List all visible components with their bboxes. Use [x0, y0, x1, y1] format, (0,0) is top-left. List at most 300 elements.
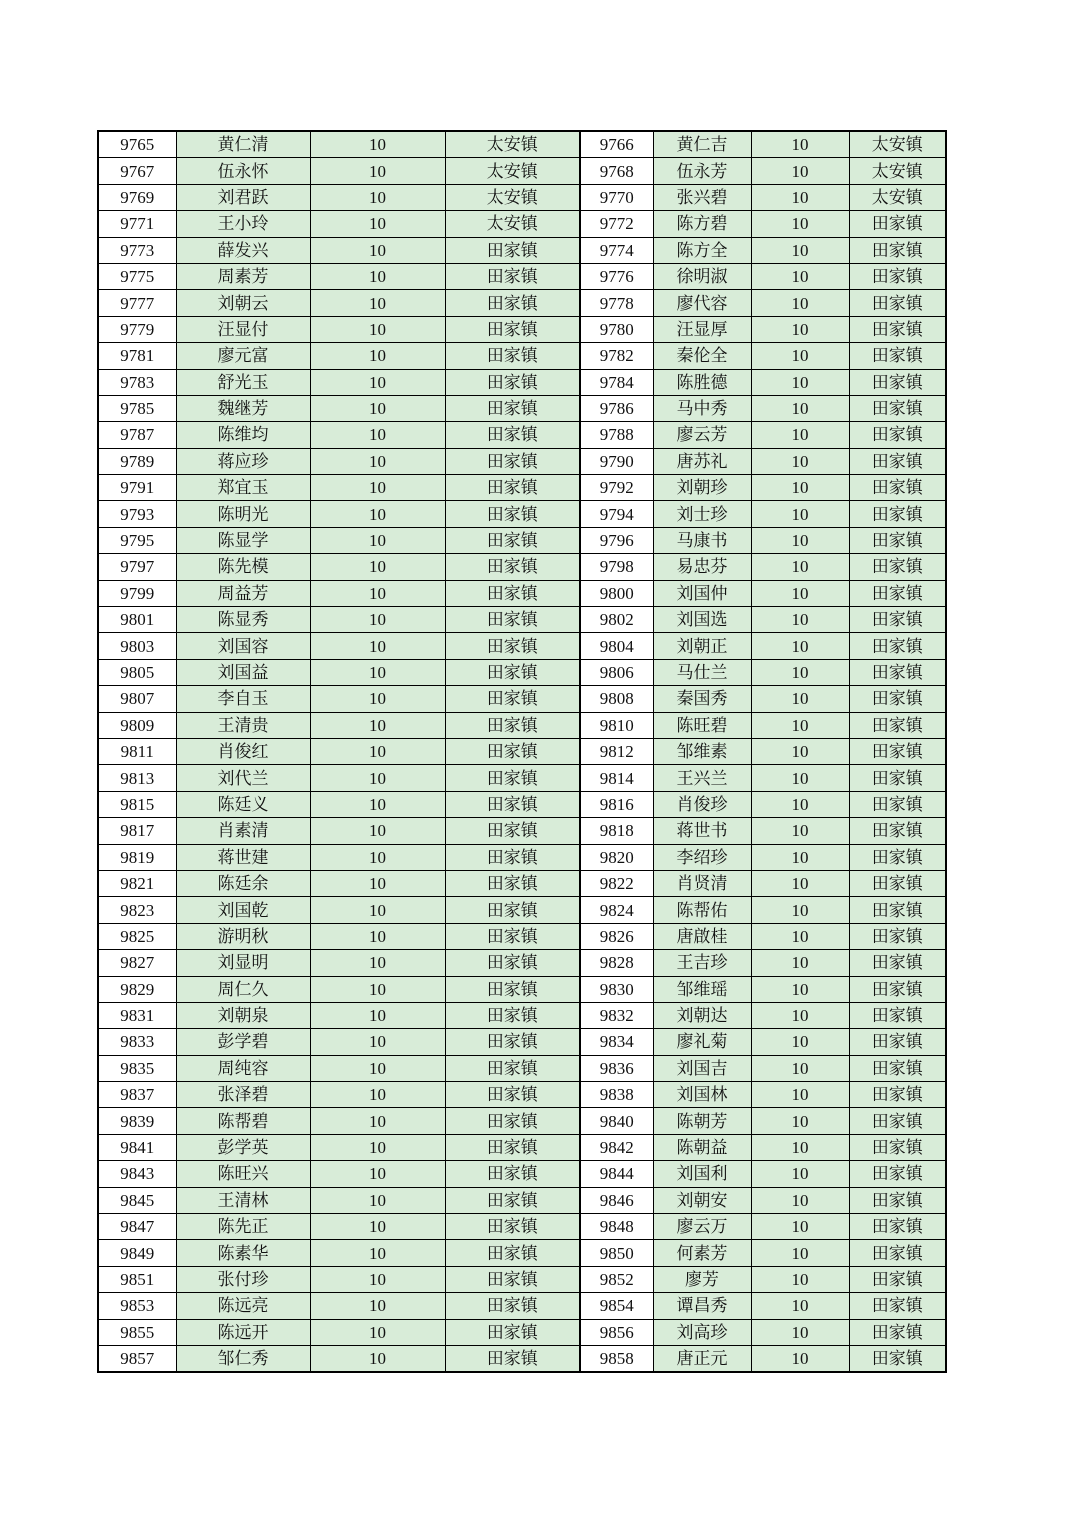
table-row — [98, 501, 946, 527]
right-town-cell: 田家镇 — [849, 343, 946, 369]
right-town-cell: 太安镇 — [849, 158, 946, 184]
left-name-cell: 黄仁清 — [176, 131, 310, 158]
right-record-id-cell: 9858 — [580, 1345, 653, 1372]
right-record-id-cell: 9770 — [580, 184, 653, 210]
left-amount-cell: 10 — [310, 131, 445, 158]
right-name-cell: 汪显厚 — [653, 316, 751, 342]
left-town-cell: 田家镇 — [445, 1082, 580, 1108]
right-record-id-cell: 9840 — [580, 1108, 653, 1134]
right-name-cell: 徐明淑 — [653, 263, 751, 289]
table-row — [98, 448, 946, 474]
left-name-cell: 刘显明 — [176, 950, 310, 976]
right-town-cell: 田家镇 — [849, 1029, 946, 1055]
left-record-id-cell: 9797 — [98, 554, 176, 580]
left-record-id-cell: 9817 — [98, 818, 176, 844]
left-amount-cell: 10 — [310, 765, 445, 791]
left-town-cell: 田家镇 — [445, 1002, 580, 1028]
left-town-cell: 田家镇 — [445, 554, 580, 580]
right-name-cell: 张兴碧 — [653, 184, 751, 210]
right-town-cell: 田家镇 — [849, 950, 946, 976]
right-name-cell: 刘朝安 — [653, 1187, 751, 1213]
right-name-cell: 刘国林 — [653, 1082, 751, 1108]
right-name-cell: 易忠芬 — [653, 554, 751, 580]
left-amount-cell: 10 — [310, 554, 445, 580]
left-record-id-cell: 9765 — [98, 131, 176, 158]
left-amount-cell: 10 — [310, 818, 445, 844]
left-town-cell: 田家镇 — [445, 316, 580, 342]
right-record-id-cell: 9818 — [580, 818, 653, 844]
left-name-cell: 王小玲 — [176, 211, 310, 237]
left-name-cell: 陈先模 — [176, 554, 310, 580]
left-town-cell: 田家镇 — [445, 923, 580, 949]
left-name-cell: 伍永怀 — [176, 158, 310, 184]
left-record-id-cell: 9849 — [98, 1240, 176, 1266]
right-record-id-cell: 9788 — [580, 422, 653, 448]
right-amount-cell: 10 — [751, 738, 849, 764]
left-amount-cell: 10 — [310, 448, 445, 474]
right-town-cell: 田家镇 — [849, 263, 946, 289]
right-name-cell: 谭昌秀 — [653, 1293, 751, 1319]
right-name-cell: 刘朝正 — [653, 633, 751, 659]
left-town-cell: 田家镇 — [445, 1319, 580, 1345]
right-town-cell: 田家镇 — [849, 976, 946, 1002]
left-town-cell: 田家镇 — [445, 791, 580, 817]
right-town-cell: 太安镇 — [849, 131, 946, 158]
left-name-cell: 周素芳 — [176, 263, 310, 289]
right-record-id-cell: 9814 — [580, 765, 653, 791]
right-name-cell: 秦伦全 — [653, 343, 751, 369]
table-row — [98, 1029, 946, 1055]
right-record-id-cell: 9794 — [580, 501, 653, 527]
right-name-cell: 马中秀 — [653, 395, 751, 421]
left-town-cell: 田家镇 — [445, 343, 580, 369]
left-name-cell: 廖元富 — [176, 343, 310, 369]
right-town-cell: 田家镇 — [849, 211, 946, 237]
table-row — [98, 1134, 946, 1160]
right-amount-cell: 10 — [751, 607, 849, 633]
right-town-cell: 田家镇 — [849, 1002, 946, 1028]
left-name-cell: 魏继芳 — [176, 395, 310, 421]
right-record-id-cell: 9824 — [580, 897, 653, 923]
right-record-id-cell: 9778 — [580, 290, 653, 316]
right-amount-cell: 10 — [751, 659, 849, 685]
right-record-id-cell: 9836 — [580, 1055, 653, 1081]
left-name-cell: 汪显付 — [176, 316, 310, 342]
right-town-cell: 田家镇 — [849, 923, 946, 949]
right-town-cell: 田家镇 — [849, 1240, 946, 1266]
right-record-id-cell: 9850 — [580, 1240, 653, 1266]
table-row — [98, 765, 946, 791]
right-name-cell: 刘国选 — [653, 607, 751, 633]
left-name-cell: 陈远开 — [176, 1319, 310, 1345]
right-record-id-cell: 9834 — [580, 1029, 653, 1055]
left-name-cell: 刘国乾 — [176, 897, 310, 923]
right-name-cell: 刘高珍 — [653, 1319, 751, 1345]
right-name-cell: 刘国吉 — [653, 1055, 751, 1081]
right-record-id-cell: 9766 — [580, 131, 653, 158]
table-row — [98, 1002, 946, 1028]
left-town-cell: 田家镇 — [445, 1161, 580, 1187]
right-town-cell: 田家镇 — [849, 659, 946, 685]
left-amount-cell: 10 — [310, 897, 445, 923]
left-name-cell: 刘朝云 — [176, 290, 310, 316]
left-name-cell: 舒光玉 — [176, 369, 310, 395]
left-town-cell: 田家镇 — [445, 738, 580, 764]
left-record-id-cell: 9783 — [98, 369, 176, 395]
right-name-cell: 肖贤清 — [653, 870, 751, 896]
left-amount-cell: 10 — [310, 1002, 445, 1028]
left-town-cell: 田家镇 — [445, 1214, 580, 1240]
left-amount-cell: 10 — [310, 343, 445, 369]
left-town-cell: 田家镇 — [445, 1029, 580, 1055]
left-record-id-cell: 9787 — [98, 422, 176, 448]
right-record-id-cell: 9848 — [580, 1214, 653, 1240]
left-record-id-cell: 9799 — [98, 580, 176, 606]
right-town-cell: 田家镇 — [849, 1214, 946, 1240]
right-town-cell: 田家镇 — [849, 1187, 946, 1213]
right-name-cell: 陈旺碧 — [653, 712, 751, 738]
left-amount-cell: 10 — [310, 1319, 445, 1345]
table-row — [98, 659, 946, 685]
table-row — [98, 1055, 946, 1081]
left-amount-cell: 10 — [310, 686, 445, 712]
right-name-cell: 唐苏礼 — [653, 448, 751, 474]
left-town-cell: 田家镇 — [445, 1134, 580, 1160]
right-name-cell: 王兴兰 — [653, 765, 751, 791]
right-name-cell: 蒋世书 — [653, 818, 751, 844]
right-name-cell: 何素芳 — [653, 1240, 751, 1266]
right-record-id-cell: 9796 — [580, 527, 653, 553]
left-name-cell: 陈旺兴 — [176, 1161, 310, 1187]
right-name-cell: 黄仁吉 — [653, 131, 751, 158]
right-name-cell: 陈朝芳 — [653, 1108, 751, 1134]
left-name-cell: 王清贵 — [176, 712, 310, 738]
table-row — [98, 237, 946, 263]
right-town-cell: 田家镇 — [849, 844, 946, 870]
right-amount-cell: 10 — [751, 818, 849, 844]
left-record-id-cell: 9847 — [98, 1214, 176, 1240]
table-row — [98, 158, 946, 184]
right-town-cell: 田家镇 — [849, 501, 946, 527]
right-record-id-cell: 9792 — [580, 475, 653, 501]
left-record-id-cell: 9815 — [98, 791, 176, 817]
left-town-cell: 田家镇 — [445, 976, 580, 1002]
right-name-cell: 秦国秀 — [653, 686, 751, 712]
right-name-cell: 廖云万 — [653, 1214, 751, 1240]
right-amount-cell: 10 — [751, 950, 849, 976]
left-amount-cell: 10 — [310, 263, 445, 289]
right-amount-cell: 10 — [751, 897, 849, 923]
right-town-cell: 田家镇 — [849, 1266, 946, 1292]
left-name-cell: 郑宜玉 — [176, 475, 310, 501]
left-name-cell: 陈廷余 — [176, 870, 310, 896]
right-amount-cell: 10 — [751, 1240, 849, 1266]
right-town-cell: 田家镇 — [849, 818, 946, 844]
right-record-id-cell: 9812 — [580, 738, 653, 764]
left-amount-cell: 10 — [310, 1293, 445, 1319]
left-name-cell: 陈素华 — [176, 1240, 310, 1266]
table-row — [98, 184, 946, 210]
left-name-cell: 陈先正 — [176, 1214, 310, 1240]
left-record-id-cell: 9807 — [98, 686, 176, 712]
right-town-cell: 田家镇 — [849, 1134, 946, 1160]
table-row — [98, 818, 946, 844]
left-amount-cell: 10 — [310, 527, 445, 553]
table-row — [98, 738, 946, 764]
table-row — [98, 316, 946, 342]
right-record-id-cell: 9772 — [580, 211, 653, 237]
table-row — [98, 686, 946, 712]
right-amount-cell: 10 — [751, 1002, 849, 1028]
right-record-id-cell: 9826 — [580, 923, 653, 949]
right-town-cell: 田家镇 — [849, 633, 946, 659]
table-row — [98, 976, 946, 1002]
right-town-cell: 田家镇 — [849, 738, 946, 764]
right-record-id-cell: 9816 — [580, 791, 653, 817]
left-amount-cell: 10 — [310, 1266, 445, 1292]
left-town-cell: 田家镇 — [445, 395, 580, 421]
right-amount-cell: 10 — [751, 1108, 849, 1134]
left-record-id-cell: 9769 — [98, 184, 176, 210]
left-amount-cell: 10 — [310, 1161, 445, 1187]
table-row — [98, 1345, 946, 1372]
left-record-id-cell: 9839 — [98, 1108, 176, 1134]
left-record-id-cell: 9827 — [98, 950, 176, 976]
left-town-cell: 太安镇 — [445, 184, 580, 210]
left-amount-cell: 10 — [310, 633, 445, 659]
right-record-id-cell: 9822 — [580, 870, 653, 896]
left-record-id-cell: 9857 — [98, 1345, 176, 1372]
right-record-id-cell: 9856 — [580, 1319, 653, 1345]
right-town-cell: 田家镇 — [849, 475, 946, 501]
left-town-cell: 田家镇 — [445, 818, 580, 844]
right-record-id-cell: 9800 — [580, 580, 653, 606]
right-amount-cell: 10 — [751, 237, 849, 263]
right-town-cell: 田家镇 — [849, 554, 946, 580]
left-name-cell: 陈远亮 — [176, 1293, 310, 1319]
right-amount-cell: 10 — [751, 1029, 849, 1055]
left-name-cell: 邹仁秀 — [176, 1345, 310, 1372]
right-amount-cell: 10 — [751, 1319, 849, 1345]
table-row — [98, 633, 946, 659]
right-town-cell: 田家镇 — [849, 1293, 946, 1319]
right-amount-cell: 10 — [751, 554, 849, 580]
right-town-cell: 田家镇 — [849, 897, 946, 923]
left-town-cell: 田家镇 — [445, 263, 580, 289]
right-town-cell: 田家镇 — [849, 1345, 946, 1372]
right-name-cell: 伍永芳 — [653, 158, 751, 184]
right-amount-cell: 10 — [751, 686, 849, 712]
left-record-id-cell: 9821 — [98, 870, 176, 896]
right-name-cell: 肖俊珍 — [653, 791, 751, 817]
left-amount-cell: 10 — [310, 580, 445, 606]
left-town-cell: 太安镇 — [445, 211, 580, 237]
table-row — [98, 1082, 946, 1108]
right-town-cell: 田家镇 — [849, 448, 946, 474]
right-amount-cell: 10 — [751, 976, 849, 1002]
right-record-id-cell: 9844 — [580, 1161, 653, 1187]
left-amount-cell: 10 — [310, 316, 445, 342]
table-row — [98, 369, 946, 395]
left-name-cell: 张付珍 — [176, 1266, 310, 1292]
table-row — [98, 844, 946, 870]
left-name-cell: 蒋世建 — [176, 844, 310, 870]
roster-table-body — [98, 131, 946, 1372]
left-name-cell: 刘国容 — [176, 633, 310, 659]
right-town-cell: 田家镇 — [849, 607, 946, 633]
left-town-cell: 田家镇 — [445, 475, 580, 501]
right-amount-cell: 10 — [751, 211, 849, 237]
table-row — [98, 1266, 946, 1292]
right-town-cell: 田家镇 — [849, 369, 946, 395]
left-record-id-cell: 9813 — [98, 765, 176, 791]
left-record-id-cell: 9833 — [98, 1029, 176, 1055]
right-town-cell: 田家镇 — [849, 290, 946, 316]
left-record-id-cell: 9823 — [98, 897, 176, 923]
right-town-cell: 田家镇 — [849, 765, 946, 791]
right-record-id-cell: 9842 — [580, 1134, 653, 1160]
right-town-cell: 田家镇 — [849, 580, 946, 606]
right-record-id-cell: 9846 — [580, 1187, 653, 1213]
left-town-cell: 太安镇 — [445, 131, 580, 158]
right-town-cell: 田家镇 — [849, 422, 946, 448]
right-amount-cell: 10 — [751, 844, 849, 870]
left-name-cell: 彭学碧 — [176, 1029, 310, 1055]
right-amount-cell: 10 — [751, 633, 849, 659]
right-amount-cell: 10 — [751, 131, 849, 158]
left-record-id-cell: 9793 — [98, 501, 176, 527]
left-record-id-cell: 9855 — [98, 1319, 176, 1345]
left-amount-cell: 10 — [310, 844, 445, 870]
left-record-id-cell: 9771 — [98, 211, 176, 237]
left-amount-cell: 10 — [310, 950, 445, 976]
left-amount-cell: 10 — [310, 395, 445, 421]
right-name-cell: 王吉珍 — [653, 950, 751, 976]
right-record-id-cell: 9830 — [580, 976, 653, 1002]
left-record-id-cell: 9845 — [98, 1187, 176, 1213]
right-record-id-cell: 9820 — [580, 844, 653, 870]
left-record-id-cell: 9819 — [98, 844, 176, 870]
left-town-cell: 田家镇 — [445, 448, 580, 474]
table-row — [98, 395, 946, 421]
left-record-id-cell: 9775 — [98, 263, 176, 289]
right-record-id-cell: 9810 — [580, 712, 653, 738]
left-name-cell: 薛发兴 — [176, 237, 310, 263]
right-record-id-cell: 9798 — [580, 554, 653, 580]
left-name-cell: 刘君跃 — [176, 184, 310, 210]
right-town-cell: 田家镇 — [849, 1108, 946, 1134]
right-town-cell: 田家镇 — [849, 712, 946, 738]
left-name-cell: 肖素清 — [176, 818, 310, 844]
right-record-id-cell: 9774 — [580, 237, 653, 263]
right-amount-cell: 10 — [751, 184, 849, 210]
left-record-id-cell: 9779 — [98, 316, 176, 342]
left-town-cell: 田家镇 — [445, 290, 580, 316]
right-amount-cell: 10 — [751, 712, 849, 738]
right-town-cell: 田家镇 — [849, 1319, 946, 1345]
table-row — [98, 422, 946, 448]
left-name-cell: 陈明光 — [176, 501, 310, 527]
left-name-cell: 蒋应珍 — [176, 448, 310, 474]
left-amount-cell: 10 — [310, 290, 445, 316]
right-record-id-cell: 9852 — [580, 1266, 653, 1292]
right-record-id-cell: 9806 — [580, 659, 653, 685]
right-amount-cell: 10 — [751, 1293, 849, 1319]
right-record-id-cell: 9808 — [580, 686, 653, 712]
left-amount-cell: 10 — [310, 369, 445, 395]
left-amount-cell: 10 — [310, 659, 445, 685]
left-amount-cell: 10 — [310, 1187, 445, 1213]
left-record-id-cell: 9781 — [98, 343, 176, 369]
left-name-cell: 刘国益 — [176, 659, 310, 685]
left-name-cell: 周益芳 — [176, 580, 310, 606]
table-row — [98, 712, 946, 738]
right-amount-cell: 10 — [751, 1082, 849, 1108]
left-record-id-cell: 9831 — [98, 1002, 176, 1028]
left-amount-cell: 10 — [310, 870, 445, 896]
table-row — [98, 290, 946, 316]
right-amount-cell: 10 — [751, 369, 849, 395]
left-amount-cell: 10 — [310, 976, 445, 1002]
left-town-cell: 田家镇 — [445, 844, 580, 870]
right-record-id-cell: 9780 — [580, 316, 653, 342]
left-amount-cell: 10 — [310, 923, 445, 949]
right-town-cell: 田家镇 — [849, 395, 946, 421]
right-name-cell: 刘朝珍 — [653, 475, 751, 501]
left-town-cell: 田家镇 — [445, 527, 580, 553]
right-amount-cell: 10 — [751, 527, 849, 553]
left-record-id-cell: 9841 — [98, 1134, 176, 1160]
right-town-cell: 田家镇 — [849, 237, 946, 263]
right-name-cell: 刘士珍 — [653, 501, 751, 527]
left-town-cell: 田家镇 — [445, 422, 580, 448]
left-amount-cell: 10 — [310, 607, 445, 633]
left-town-cell: 田家镇 — [445, 580, 580, 606]
right-amount-cell: 10 — [751, 1266, 849, 1292]
left-town-cell: 田家镇 — [445, 1187, 580, 1213]
right-amount-cell: 10 — [751, 475, 849, 501]
left-record-id-cell: 9789 — [98, 448, 176, 474]
right-amount-cell: 10 — [751, 1187, 849, 1213]
left-record-id-cell: 9853 — [98, 1293, 176, 1319]
right-town-cell: 田家镇 — [849, 870, 946, 896]
left-name-cell: 陈帮碧 — [176, 1108, 310, 1134]
left-record-id-cell: 9809 — [98, 712, 176, 738]
table-row — [98, 1214, 946, 1240]
left-amount-cell: 10 — [310, 422, 445, 448]
right-amount-cell: 10 — [751, 580, 849, 606]
right-amount-cell: 10 — [751, 422, 849, 448]
right-amount-cell: 10 — [751, 1214, 849, 1240]
table-row — [98, 791, 946, 817]
right-amount-cell: 10 — [751, 263, 849, 289]
left-record-id-cell: 9791 — [98, 475, 176, 501]
left-amount-cell: 10 — [310, 791, 445, 817]
right-record-id-cell: 9828 — [580, 950, 653, 976]
right-town-cell: 田家镇 — [849, 791, 946, 817]
left-amount-cell: 10 — [310, 738, 445, 764]
right-record-id-cell: 9786 — [580, 395, 653, 421]
left-record-id-cell: 9785 — [98, 395, 176, 421]
left-record-id-cell: 9777 — [98, 290, 176, 316]
table-row — [98, 1187, 946, 1213]
right-name-cell: 唐啟桂 — [653, 923, 751, 949]
left-record-id-cell: 9835 — [98, 1055, 176, 1081]
right-amount-cell: 10 — [751, 870, 849, 896]
right-amount-cell: 10 — [751, 158, 849, 184]
right-name-cell: 廖代容 — [653, 290, 751, 316]
left-amount-cell: 10 — [310, 1345, 445, 1372]
